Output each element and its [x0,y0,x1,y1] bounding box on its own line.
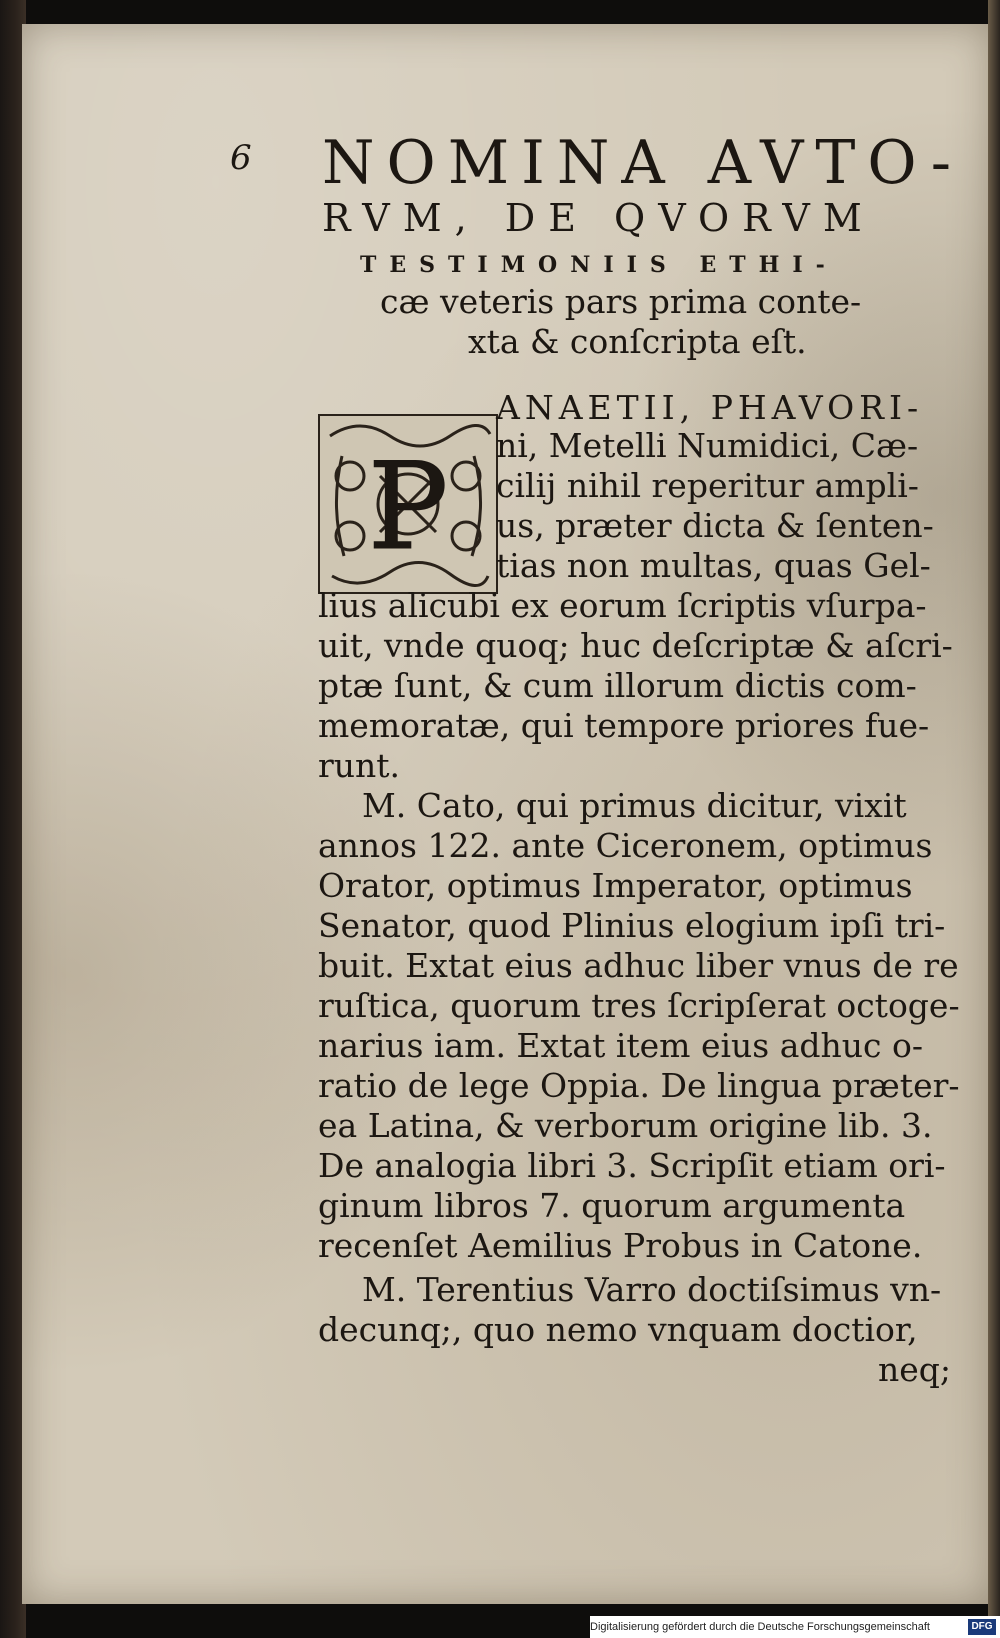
body-line: annos 122. ante Ciceronem, optimus [318,826,933,865]
body-line: cilij nihil reperitur ampli- [496,466,919,505]
heading-line-1: NOMINA AVTO- [322,128,964,198]
body-line: M. Cato, qui primus dicitur, vixit [362,786,907,825]
decorated-initial [318,414,498,594]
body-line: narius iam. Extat item eius adhuc o- [318,1026,924,1065]
body-line: Orator, optimus Imperator, optimus [318,866,913,905]
body-line: ANAETII, PHAVORI- [496,388,924,427]
digitization-credit [590,1616,1000,1638]
catchword: neq; [878,1350,952,1389]
body-line: uit, vnde quoq; huc deſcriptæ & aſcri- [318,626,953,665]
body-line: De analogia libri 3. Scripſit etiam ori- [318,1146,946,1185]
body-line: ptæ ſunt, & cum illorum dictis com- [318,666,917,705]
heading-line-4: cæ veteris pars prima conte- [380,282,862,321]
body-line: us, præter dicta & ſenten- [496,506,934,545]
heading-line-3: TESTIMONIIS ETHI- [360,252,838,278]
ornament-initial-icon [320,416,496,592]
page-number: 6 [230,138,252,178]
body-line: buit. Extat eius adhuc liber vnus de re [318,946,959,985]
body-line: ni, Metelli Numidici, Cæ- [496,426,919,465]
body-line: ea Latina, & verborum origine lib. 3. [318,1106,933,1145]
body-line: tias non multas, quas Gel- [496,546,931,585]
heading-line-5: xta & conſcripta eſt. [468,322,807,361]
dfg-logo-icon: DFG [968,1619,996,1635]
body-line: lius alicubi ex eorum ſcriptis vſurpa- [318,586,927,625]
body-line: ruſtica, quorum tres ſcripſerat octoge- [318,986,960,1025]
body-line: Senator, quod Plinius elogium ipſi tri- [318,906,946,945]
body-line: memoratæ, qui tempore priores fue- [318,706,930,745]
credit-text: Digitalisierung gefördert durch die Deutsche Forschungsgemeinschaft [590,1621,930,1633]
heading-line-2: RVM, DE QVORVM [322,196,875,240]
initial-letter: P [367,438,449,577]
page-edge [988,0,1000,1620]
body-line: recenſet Aemilius Probus in Catone. [318,1226,923,1265]
body-line: runt. [318,746,401,785]
body-line: decunq;, quo nemo vnquam doctior, [318,1310,918,1349]
body-line: ginum libros 7. quorum argumenta [318,1186,906,1225]
body-line: M. Terentius Varro doctiſsimus vn- [362,1270,942,1309]
body-line: ratio de lege Oppia. De lingua præter- [318,1066,960,1105]
